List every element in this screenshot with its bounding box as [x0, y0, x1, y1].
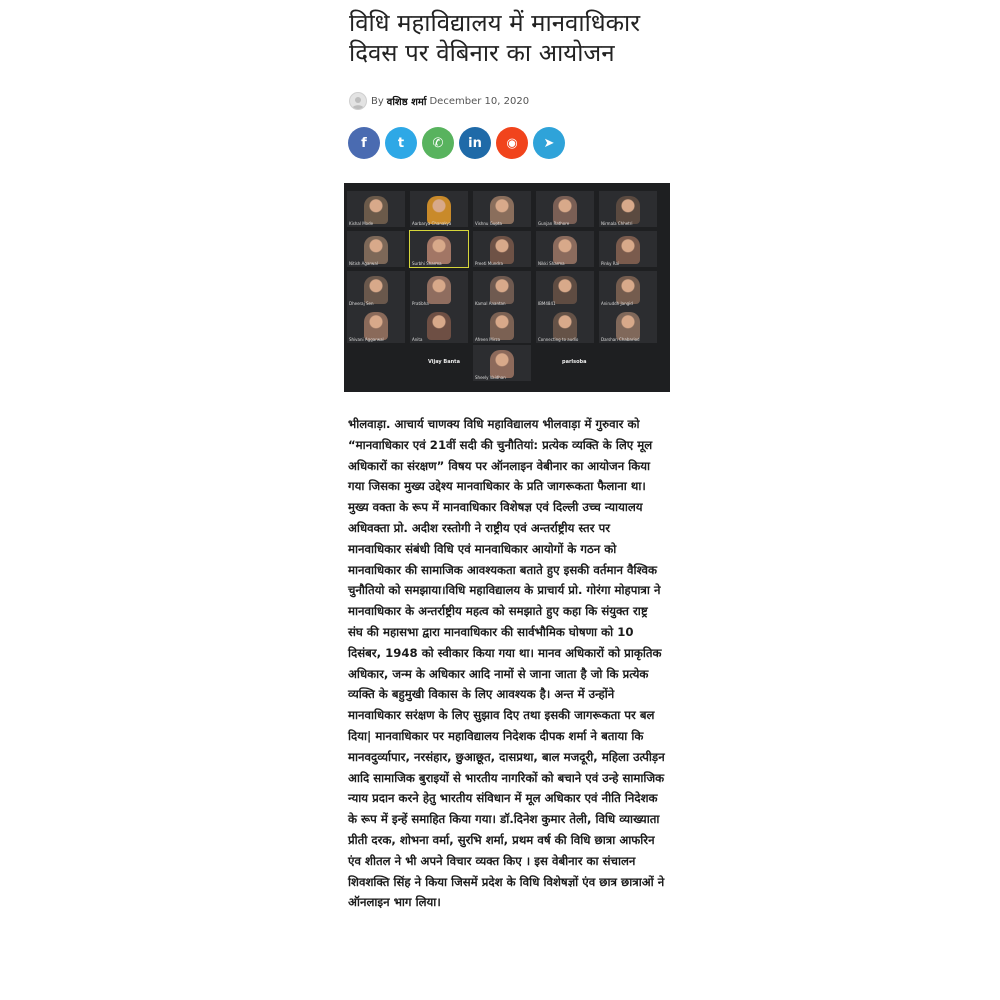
author-name[interactable]: वशिष्ठ शर्मा [386, 97, 427, 108]
participant-tile [599, 191, 657, 227]
participant-name-large: Vijay Banta [428, 359, 460, 365]
participant-tile [536, 191, 594, 227]
participant-name: IBM4841 [538, 301, 556, 306]
participant-tile [473, 345, 531, 381]
twitter-icon: t [397, 135, 405, 151]
participant-name: Nitish Agarwal [349, 261, 378, 266]
participant-video [490, 312, 514, 340]
participant-video [490, 196, 514, 224]
participant-video [427, 312, 451, 340]
article-meta [349, 92, 529, 110]
participant-video [616, 236, 640, 264]
participant-name: Nirmala Chhetri [601, 221, 633, 226]
participant-tile [473, 307, 531, 343]
facebook-icon: f [361, 135, 367, 151]
participant-name: Anita [412, 337, 423, 342]
share-whatsapp-button[interactable] [422, 127, 454, 159]
telegram-icon: ➤ [543, 135, 555, 151]
participant-video [553, 276, 577, 304]
participant-name: Afreen Mirza [475, 337, 501, 342]
participant-video [553, 236, 577, 264]
participant-name: Surbhi Sharma [412, 261, 442, 266]
by-label: By [371, 95, 384, 107]
participant-name: Connecting to audio [538, 337, 579, 342]
share-buttons [348, 127, 565, 159]
participant-tile [599, 231, 657, 267]
reddit-icon: ◉ [506, 135, 518, 151]
participant-name: Vishnu Gupta [475, 221, 502, 226]
participant-name: Nikki Sharma [538, 261, 565, 266]
participant-name: Shivani Aggarwal [349, 337, 384, 342]
participant-name: Kishal Mode [349, 221, 374, 226]
participant-video [427, 236, 451, 264]
participant-video [616, 312, 640, 340]
author-avatar[interactable] [349, 92, 367, 110]
participant-tile [599, 307, 657, 343]
participant-name: Aniruddh Jangid [601, 301, 633, 306]
participant-tile [473, 271, 531, 307]
participant-video [490, 236, 514, 264]
participant-tile [410, 231, 468, 267]
participant-video [616, 276, 640, 304]
participant-video [553, 312, 577, 340]
participant-video [490, 276, 514, 304]
participant-video [553, 196, 577, 224]
participant-tile [410, 307, 468, 343]
participant-tile [536, 271, 594, 307]
share-twitter-button[interactable] [385, 127, 417, 159]
participant-name: Dheeraj Sen [349, 301, 374, 306]
participant-tile [599, 271, 657, 307]
publish-date: December 10, 2020 [429, 95, 530, 107]
linkedin-icon: in [468, 135, 482, 151]
participant-name-large: parlsoba [562, 359, 587, 365]
participant-video [364, 276, 388, 304]
participant-tile [410, 191, 468, 227]
participant-video [364, 312, 388, 340]
article-body: भीलवाड़ा. आचार्य चाणक्य विधि महाविद्यालय भीलवाड़ा में गुरुवार को “मानवाधिकार एवं 21वीं सदी की चुनौतियां: प्रत्येक व्यक्ति के लिए मूल अधिकारों का संरक्षण” विषय पर ऑनलाइन वेबीनार का आयोजन किया गया जिसका मुख्य उद्देश्य मानवाधिकार के प्रति जागरूकता फैलाना था।मुख्य वक्ता के रूप में मानवाधिकार विशेषज्ञ एवं दिल्ली उच्च न्यायालय अधिवक्ता प्रो. अदीश रस्तोगी ने राष्ट्रीय एवं अन्तर्राष्ट्रीय स्तर पर मानवाधिकार संबंधी विधि एवं मानवाधिकार आयोगों के गठन को मानवाधिकार की सामाजिक आवश्यकता बताते हुए इसकी वर्तमान वैश्विक चुनौतियो को समझाया।विधि महाविद्यालय के प्राचार्य प्रो. गोरंगा मोहपात्रा ने मानवाधिकार के अन्तर्राष्ट्रीय महत्व को समझाते हुए कहा कि संयुक्त राष्ट्र संघ की महासभा द्वारा मानवाधिकार की सार्वभौमिक घोषणा को 10 दिसंबर, 1948 को स्वीकार किया गया था। मानव अधिकारों को प्राकृतिक अधिकार, जन्म के अधिकार आदि नामों से जाना जाता है जो कि प्रत्येक व्यक्ति के बहुमुखी विकास के लिए आवश्यक है। अन्त में उन्होंने मानवाधिकार सरंक्षण के लिए सुझाव दिए तथा इसकी जागरूकता पर बल दिया| मानवाधिकार पर महाविद्यालय निदेशक दीपक शर्मा ने बताया कि मानवदुर्व्यापार, नरसंहार, छुआछूत, दासप्रथा, बाल मजदूरी, महिला उत्पीड़न आदि सामाजिक बुराइयों से भारतीय नागरिकों को बचाने एवं उन्हे सामाजिक न्याय प्रदान करने हेतु भारतीय संविधान में मूल अधिकार एवं नीति निदेशक के रूप में इन्हें समाहित किया गया। डॉ.दिनेश कुमार तेली, विधि व्याख्याता प्रीती दरक, शोभना वर्मा, सुरभि शर्मा, प्रथम वर्ष की विधि छात्रा आफरिन एंव शीतल ने भी अपने विचार व्यक्त किए । इस वेबीनार का संचालन शिवशक्ति सिंह ने किया जिसमें प्रदेश के विधि विशेषज्ञों एंव छात्र छात्राओं ने ऑनलाइन भाग लिया। [348, 417, 665, 910]
participant-tile [347, 307, 405, 343]
participant-name: Darshan Chabariod [601, 337, 640, 342]
participant-name: Pratibha [412, 301, 429, 306]
participant-name: Aarbarya Chanakya [412, 221, 452, 226]
participant-video [364, 196, 388, 224]
participant-video [427, 196, 451, 224]
participant-name: Gunjan Rathore [538, 221, 570, 226]
share-facebook-button[interactable] [348, 127, 380, 159]
participant-tile [347, 191, 405, 227]
participant-tile [410, 271, 468, 307]
share-telegram-button[interactable] [533, 127, 565, 159]
participant-video [427, 276, 451, 304]
user-icon [351, 95, 365, 109]
participant-video [364, 236, 388, 264]
article-title: विधि महाविद्यालय में मानवाधिकार दिवस पर वेबिनार का आयोजन [349, 9, 641, 67]
share-linkedin-button[interactable] [459, 127, 491, 159]
participant-tile [473, 231, 531, 267]
participant-name: Pinky Rai [601, 261, 620, 266]
participant-name: Sheely Vaidhan [475, 375, 506, 380]
participant-tile [347, 271, 405, 307]
participant-tile [536, 231, 594, 267]
whatsapp-icon: ✆ [432, 135, 444, 151]
participant-name: Preeti Mundra [475, 261, 503, 266]
share-reddit-button[interactable] [496, 127, 528, 159]
webinar-screenshot-image [344, 183, 670, 392]
participant-tile [473, 191, 531, 227]
participant-name: Kamal Anantan [475, 301, 506, 306]
participant-tile [347, 231, 405, 267]
participant-tile [536, 307, 594, 343]
participant-video [616, 196, 640, 224]
participant-video [490, 350, 514, 378]
